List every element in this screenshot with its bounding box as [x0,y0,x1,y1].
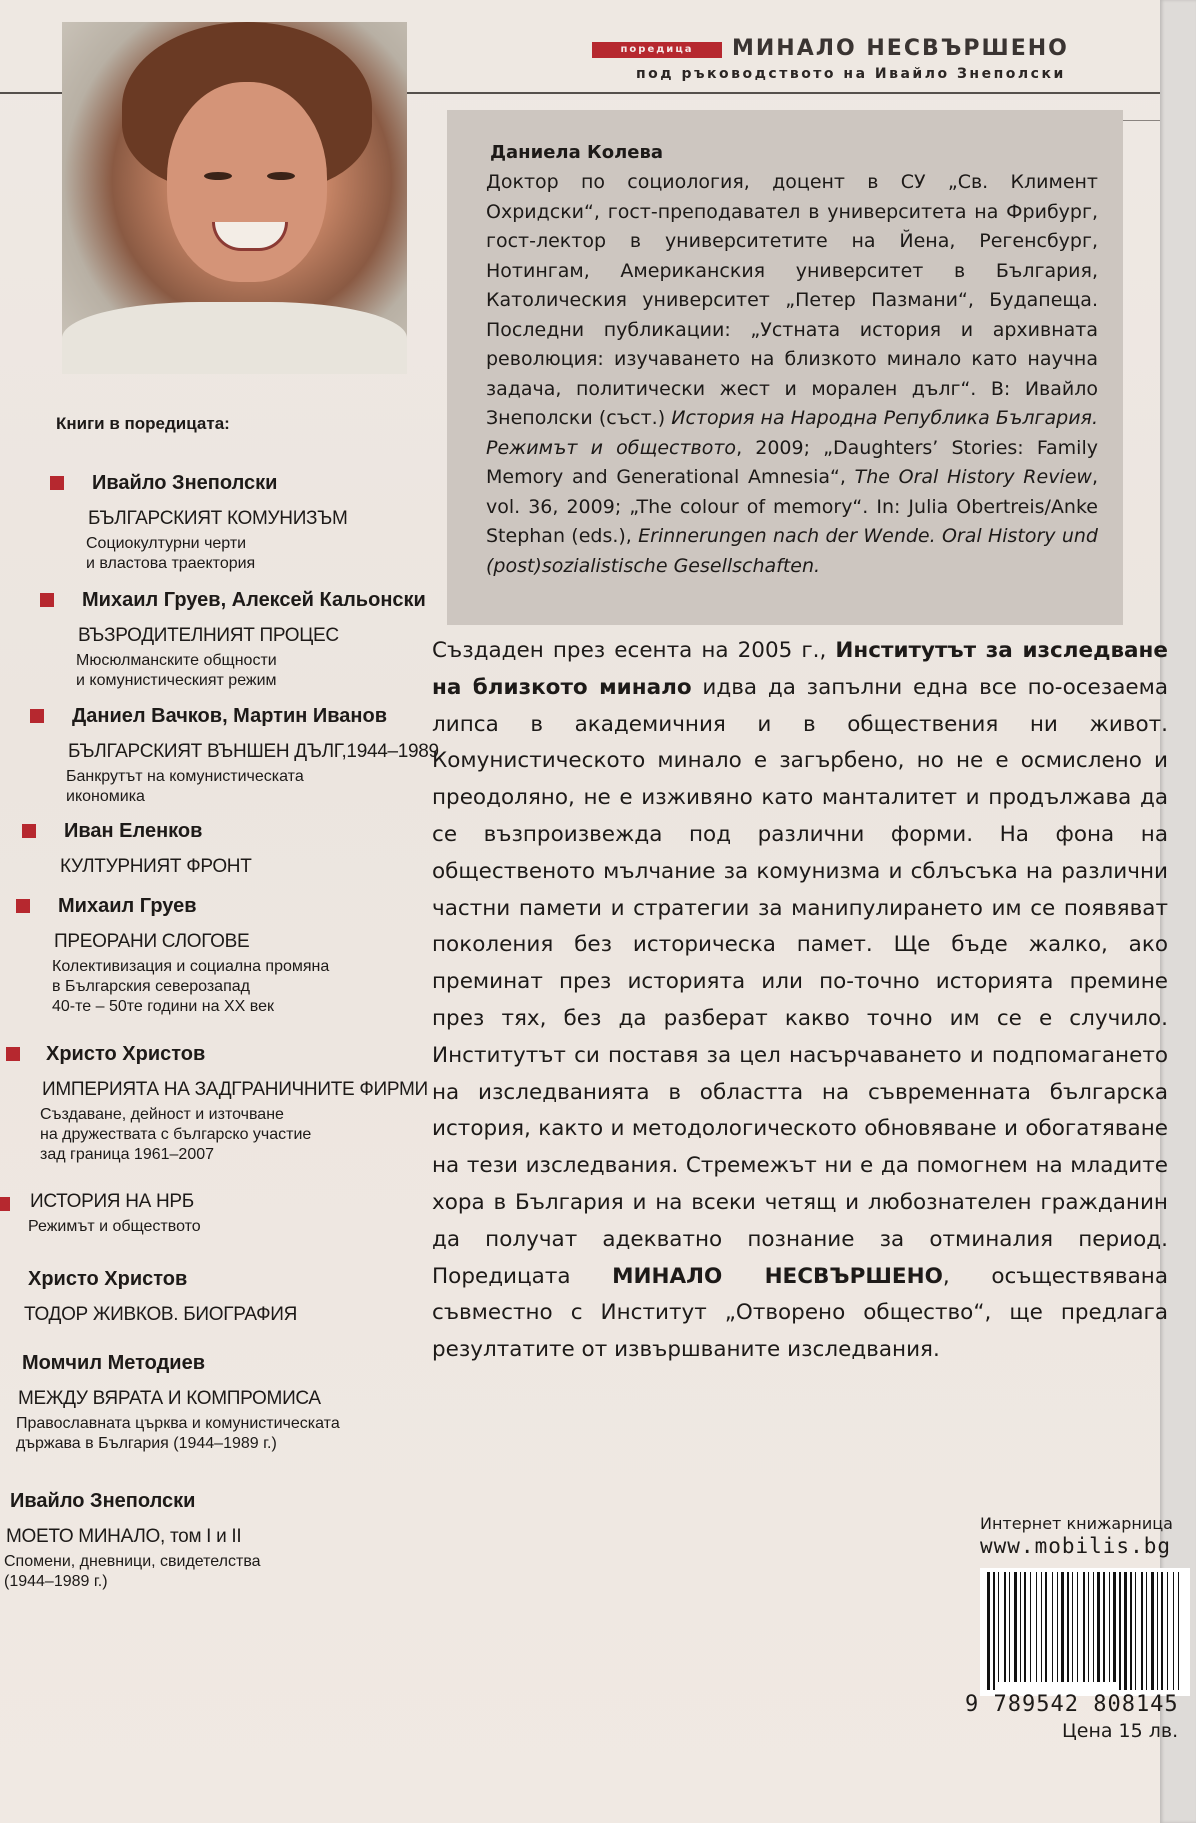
book-subtitle: Режимът и обществото [28,1218,201,1235]
book-author: Момчил Методиев [22,1352,205,1374]
books-heading: Книги в поредицата: [56,414,230,433]
book-subtitle: Колективизация и социална промяна в Българския северозапад 40-те – 50те години на XX век [52,958,330,1015]
isbn: 9 789542 808145 [965,1692,1179,1717]
series-label: поредица [592,42,722,58]
bullet-square [40,593,54,607]
book-author: Ивайло Знеполски [10,1490,196,1512]
bullet-square [6,1047,20,1061]
book-author: Христо Христов [46,1043,206,1065]
book-title: БЪЛГАРСКИЯТ КОМУНИЗЪМ [88,508,348,529]
book-title: МЕЖДУ ВЯРАТА И КОМПРОМИСА [18,1388,321,1409]
series-subtitle: под ръководството на Ивайло Знеполски [636,66,1066,82]
book-subtitle: Спомени, дневници, свидетелства (1944–1989 г.) [4,1553,261,1590]
book-title: ИМПЕРИЯТА НА ЗАДГРАНИЧНИТЕ ФИРМИ [42,1079,428,1100]
book-author: Даниел Вачков, Мартин Иванов [72,705,388,727]
series-logo [592,36,1082,62]
book-author: Иван Еленков [64,820,203,842]
book-title: ПРЕОРАНИ СЛОГОВЕ [54,931,250,952]
book-title: МОЕТО МИНАЛО, том I и II [6,1526,242,1547]
book-author: Христо Христов [28,1268,188,1290]
bullet-square [0,1197,10,1211]
book-title: ВЪЗРОДИТЕЛНИЯТ ПРОЦЕС [78,625,339,646]
book-title: БЪЛГАРСКИЯТ ВЪНШЕН ДЪЛГ,1944–1989 [68,741,439,762]
book-title: ИСТОРИЯ НА НРБ [30,1191,194,1212]
book-author: Михаил Груев [58,895,197,917]
author-photo [62,22,407,374]
series-title: МИНАЛО НЕСВЪРШЕНО [732,36,1069,61]
book-title: КУЛТУРНИЯТ ФРОНТ [60,856,252,877]
book-title: ТОДОР ЖИВКОВ. БИОГРАФИЯ [24,1304,298,1325]
price: Цена 15 лв. [1062,1720,1179,1742]
bullet-square [16,899,30,913]
book-subtitle: Банкрутът на комунистическата икономика [66,768,304,805]
shop-url: www.mobilis.bg [980,1534,1172,1558]
book-author: Ивайло Знеполски [92,472,278,494]
book-author: Михаил Груев, Алексей Кальонски [82,589,426,611]
bullet-square [22,824,36,838]
book-subtitle: Създаване, дейност и източване на дружествата с българско участие зад граница 1961–2007 [40,1106,312,1163]
book-subtitle: Православната църква и комунистическата държава в България (1944–1989 г.) [16,1415,340,1452]
bullet-square [30,709,44,723]
bullet-square [50,476,64,490]
main-text: Създаден през есента на 2005 г., Институтът за изследване на близкото минало идва да запълни една все по-осезаема липса в академичния и в обществения ни живот. Комунистическото минало е загърбено, но не е осмислено и преодоляно, не е изживяно като манталитет и продължава да се възпроизвежда под различни форми. На фона на общественото мълчание за комунизма и сблъсъка на различни частни памети и стратегии за манипулирането им се появяват поколения без историческа памет. Ще бъде жалко, ако преминат през историята или по-точно историята премине през тях, без да разберат какво точно им се е случило. Институтът си поставя за цел насърчаването и подпомагането на изследванията в областта на съвременната българска история, както и методологическото обновяване и обогатяване на тези изследвания. Стремежът ни е да помогнем на младите хора в България и на всеки четящ и любознателен гражданин да получат адекватно познание за отминалия период. Поредицата МИНАЛО НЕСВЪРШЕНО, осъществявана съвместно с Институт „Отворено общество“, ще предлага резултатите от извършваните изследвания. [432,638,1168,1363]
barcode [980,1568,1190,1696]
bio-name: Даниела Колева [490,142,664,163]
book-subtitle: Мюсюлманските общности и комунистическият режим [76,652,277,689]
bio-text: Доктор по социология, доцент в СУ „Св. Климент Охридски“, гост-преподавател в университета на Фрибург, гост-лектор в университетите на Йена, Регенсбург, Нотингам, Американския университет в България, Католическия университет „Петер Пазмани“, Будапеща. Последни публикации: „Устната история и архивната революция: изучаването на близкото минало като научна задача, политически жест и морален дълг“. В: Ивайло Знеполски (съст.) История на Народна Република България. Режимът и обществото, 2009; „Daughters’ Stories: Family Memory and Generational Amnesia“, The Oral History Review, vol. 36, 2009; „The colour of memory“. In: Julia Obertreis/Anke Stephan (eds.), Erinnerungen nach der Wende. Oral History und (post)sozialistische Gesellschaften. [486,171,1099,577]
shop-label: Интернет книжарница [980,1514,1173,1533]
book-subtitle: Социокултурни черти и властова траектория [86,535,256,572]
